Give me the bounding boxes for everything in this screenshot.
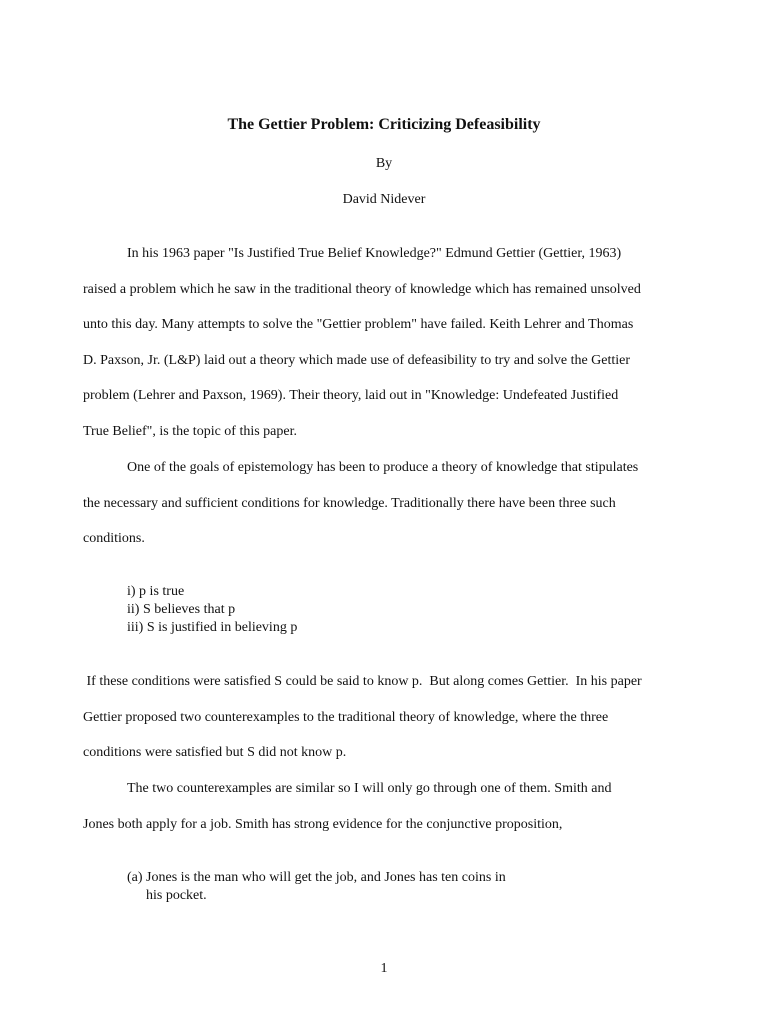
- text-line: True Belief", is the topic of this paper.: [83, 423, 297, 439]
- text-line: If these conditions were satisfied S could be said to know p. But along comes Gettier. In his paper: [83, 674, 642, 689]
- text-line: conditions.: [83, 531, 145, 547]
- example-line: his pocket.: [146, 888, 207, 903]
- paragraph-counterexample: [83, 771, 693, 842]
- text-line: D. Paxson, Jr. (L&P) laid out a theory which made use of defeasibility to try and solve the Gettier: [83, 352, 631, 368]
- paragraph-epistemology: [83, 450, 693, 557]
- example-proposition: [127, 869, 506, 905]
- paper-title: The Gettier Problem: Criticizing Defeasibility: [227, 116, 541, 133]
- condition-item: iii) S is justified in believing p: [127, 620, 298, 635]
- text-line: conditions were satisfied but S did not know p.: [83, 745, 347, 761]
- paragraph-gettier: [83, 664, 693, 771]
- condition-item: ii) S believes that p: [127, 602, 236, 617]
- text-line: The two counterexamples are similar so I will only go through one of them. Smith and: [127, 781, 612, 796]
- byline: By: [375, 156, 393, 171]
- text-line: the necessary and sufficient conditions for knowledge. Traditionally there have been three such: [83, 495, 616, 511]
- text-line: In his 1963 paper "Is Justified True Belief Knowledge?" Edmund Gettier (Gettier, 1963): [127, 246, 622, 261]
- text-line: raised a problem which he saw in the traditional theory of knowledge which has remained unsolved: [83, 281, 641, 297]
- condition-item: i) p is true: [127, 584, 185, 599]
- text-line: problem (Lehrer and Paxson, 1969). Their theory, laid out in "Knowledge: Undefeated Justified: [83, 388, 619, 404]
- text-line: Gettier proposed two counterexamples to the traditional theory of knowledge, where the three: [83, 709, 609, 725]
- text-line: One of the goals of epistemology has been to produce a theory of knowledge that stipulates: [127, 460, 639, 475]
- conditions-list: [127, 583, 297, 637]
- paragraph-intro: [83, 236, 693, 450]
- text-line: Jones both apply for a job. Smith has strong evidence for the conjunctive proposition,: [83, 816, 563, 832]
- text-line: unto this day. Many attempts to solve the "Gettier problem" have failed. Keith Lehrer and Thomas: [83, 317, 634, 333]
- page-number: 1: [380, 961, 388, 976]
- author-name: David Nidever: [342, 192, 426, 207]
- example-line: (a) Jones is the man who will get the job, and Jones has ten coins in: [127, 870, 506, 885]
